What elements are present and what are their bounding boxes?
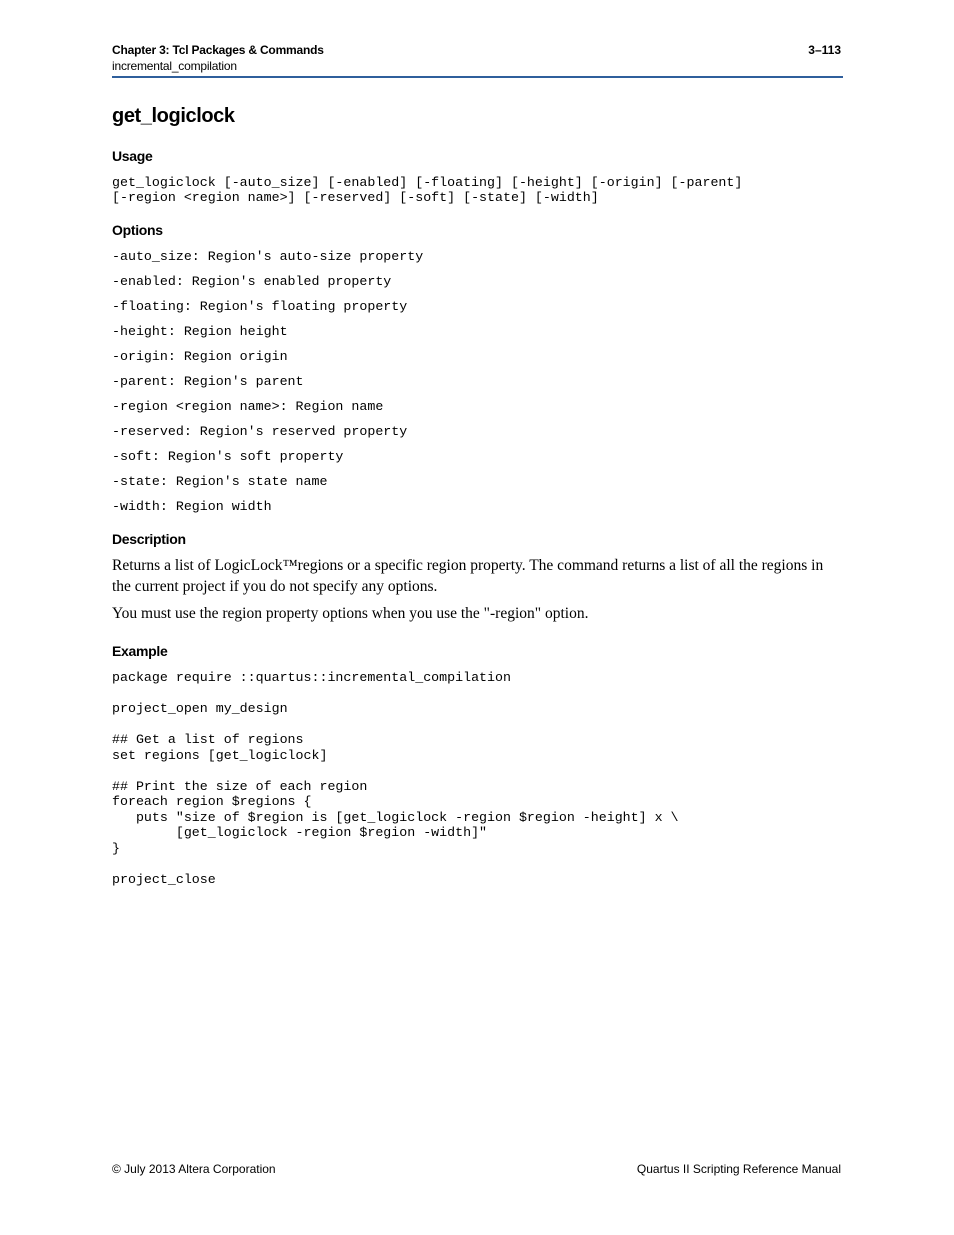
- example-heading: Example: [112, 643, 168, 659]
- option-item: -state: Region's state name: [112, 474, 328, 489]
- header-subtitle: incremental_compilation: [112, 59, 237, 73]
- footer-copyright: © July 2013 Altera Corporation: [112, 1162, 276, 1176]
- option-item: -auto_size: Region's auto-size property: [112, 249, 424, 264]
- description-heading: Description: [112, 531, 186, 547]
- options-heading: Options: [112, 222, 163, 238]
- header-chapter: Chapter 3: Tcl Packages & Commands: [112, 43, 324, 57]
- usage-heading: Usage: [112, 148, 153, 164]
- option-item: -parent: Region's parent: [112, 374, 304, 389]
- option-item: -region <region name>: Region name: [112, 399, 384, 414]
- option-item: -origin: Region origin: [112, 349, 288, 364]
- option-item: -floating: Region's floating property: [112, 299, 408, 314]
- example-code: package require ::quartus::incremental_compilation project_open my_design ## Get a list of regions set regions [get_logiclock] ## Print the size of each region foreach region $regions { puts "size of $region is [get_logiclock -region $region -height] x \ [get_logiclock -region $region -width]" } project_close: [112, 670, 679, 887]
- description-paragraph: You must use the region property options when you use the "-region" option.: [112, 605, 589, 622]
- footer-manual-title: Quartus II Scripting Reference Manual: [636, 1162, 841, 1176]
- page-title: get_logiclock: [112, 105, 235, 127]
- header-page-number: 3–113: [808, 43, 841, 57]
- option-item: -height: Region height: [112, 324, 288, 339]
- option-item: -soft: Region's soft property: [112, 449, 344, 464]
- option-item: -width: Region width: [112, 499, 272, 514]
- header-rule: [112, 76, 843, 78]
- option-item: -enabled: Region's enabled property: [112, 274, 392, 289]
- usage-line: get_logiclock [-auto_size] [-enabled] [-floating] [-height] [-origin] [-parent]: [112, 175, 743, 190]
- usage-line: [-region <region name>] [-reserved] [-soft] [-state] [-width]: [112, 190, 599, 205]
- description-paragraph: Returns a list of LogicLock™regions or a specific region property. The command returns a list of all the regions in the current project if you do not specify any options.: [112, 557, 824, 595]
- option-item: -reserved: Region's reserved property: [112, 424, 408, 439]
